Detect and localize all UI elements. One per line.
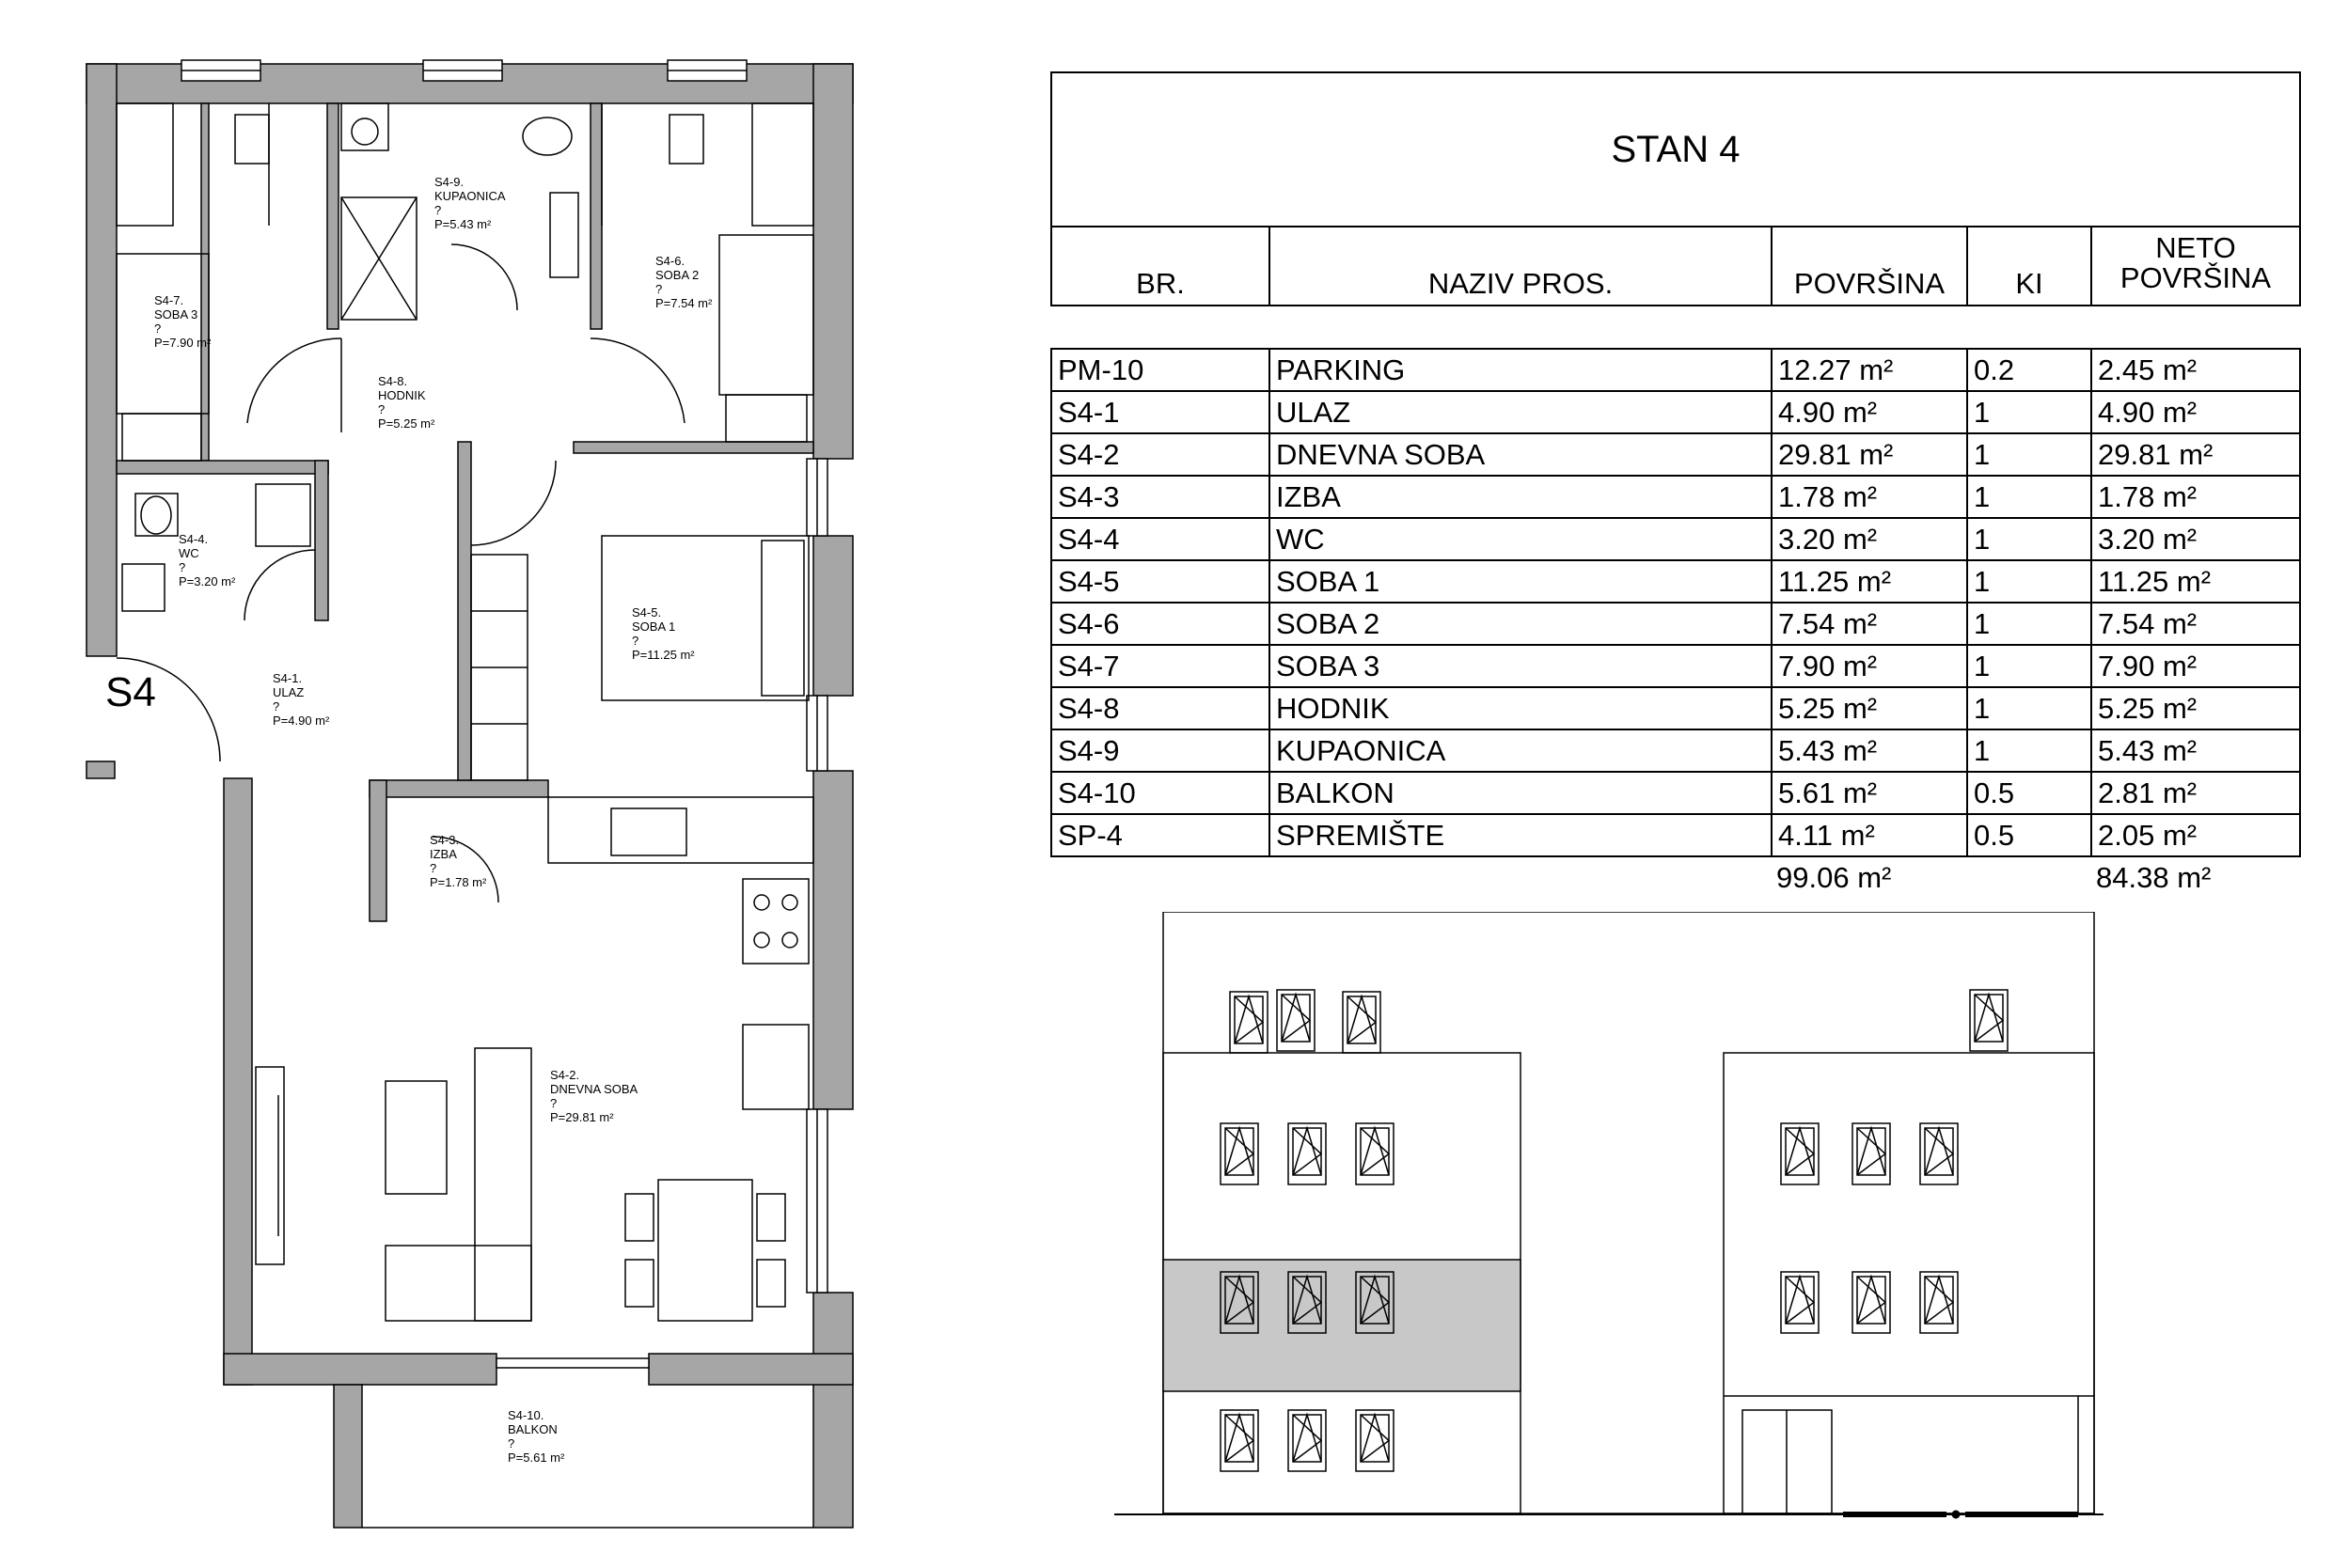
table-row: [1052, 350, 2299, 392]
total-net: 84.38 m²: [2096, 861, 2212, 894]
table-cell: WC: [1270, 519, 1773, 559]
table-cell: 11.25 m²: [2098, 564, 2212, 598]
wall-right-upper: [813, 64, 853, 459]
window-icon: [1852, 1272, 1890, 1333]
table-cell: S4-8: [1052, 688, 1270, 729]
elevation-windows: [1221, 990, 2008, 1471]
table-cell: 5.25 m²: [2098, 691, 2198, 725]
table-cell: 0.5: [1968, 773, 2092, 813]
table-cell: 1: [1968, 561, 2092, 602]
wall-right-bottom: [813, 1293, 853, 1528]
window-icon: [1221, 1410, 1258, 1471]
wall-wc-right: [315, 461, 328, 620]
table-row: [1052, 688, 2299, 730]
wall-left-lower: [87, 761, 115, 778]
window-icon: [1277, 990, 1315, 1051]
table-cell: 1: [1968, 477, 2092, 517]
table-cell: 4.11 m²: [1773, 815, 1968, 855]
room-label-ulaz: S4-1. ULAZ ? P=4.90 m²: [273, 671, 330, 728]
floor-plan-drawing: [0, 0, 1053, 1568]
table-cell: S4-9: [1052, 730, 1270, 771]
wall-living-left: [224, 778, 252, 1385]
table-cell: 4.90 m²: [1773, 392, 1968, 432]
window-icon: [1221, 1123, 1258, 1184]
window-icon: [1288, 1410, 1326, 1471]
table-header: [1050, 227, 2301, 306]
table-row: [1052, 730, 2299, 773]
wall-izba-left: [370, 780, 386, 921]
wall-soba3-right: [201, 103, 209, 461]
table-cell: 7.54 m²: [1773, 604, 1968, 644]
table-cell: 1: [1968, 688, 2092, 729]
window-icon: [1288, 1123, 1326, 1184]
table-cell: 3.20 m²: [1773, 519, 1968, 559]
table-cell: 29.81 m²: [1773, 434, 1968, 475]
wall-bath-left: [327, 103, 339, 329]
table-row: [1052, 604, 2299, 646]
table-totals: [1050, 857, 2301, 899]
table-row: [1052, 519, 2299, 561]
table-row: [1052, 477, 2299, 519]
wall-bath-right: [591, 103, 602, 329]
table-cell: S4-2: [1052, 434, 1270, 475]
table-body: [1050, 348, 2301, 857]
table-cell: 1: [1968, 434, 2092, 475]
table-cell: KUPAONICA: [1270, 730, 1773, 771]
table-cell: 5.43 m²: [2098, 733, 2198, 767]
window-icon: [1343, 992, 1380, 1053]
table-cell: SOBA 2: [1270, 604, 1773, 644]
table-cell: 7.90 m²: [2098, 649, 2198, 682]
table-cell: 7.90 m²: [1773, 646, 1968, 686]
window-icon: [1852, 1123, 1890, 1184]
wall-left-upper: [87, 64, 117, 656]
wall-soba1-top: [574, 442, 813, 453]
table-cell: S4-10: [1052, 773, 1270, 813]
table-cell: S4-5: [1052, 561, 1270, 602]
room-label-wc: S4-4. WC ? P=3.20 m²: [179, 532, 236, 588]
table-cell: 1.78 m²: [2098, 479, 2198, 513]
table-row: [1052, 561, 2299, 604]
table-row: [1052, 646, 2299, 688]
room-label-soba-3: S4-7. SOBA 3 ? P=7.90 m²: [154, 293, 212, 350]
table-cell: SOBA 1: [1270, 561, 1773, 602]
table-row: [1052, 434, 2299, 477]
table-cell: 3.20 m²: [2098, 522, 2198, 556]
table-cell: 1: [1968, 392, 2092, 432]
table-cell: HODNIK: [1270, 688, 1773, 729]
header-naziv: NAZIV PROS.: [1270, 227, 1773, 305]
floor-plan: [0, 0, 1053, 1568]
table-cell: 1: [1968, 519, 2092, 559]
table-cell: 0.2: [1968, 350, 2092, 390]
wall-right-lower: [813, 771, 853, 1109]
header-br: BR.: [1052, 227, 1270, 305]
header-neto: NETO POVRŠINA: [2119, 231, 2272, 294]
table-cell: S4-6: [1052, 604, 1270, 644]
table-row: [1052, 392, 2299, 434]
table-cell: 5.43 m²: [1773, 730, 1968, 771]
table-cell: DNEVNA SOBA: [1270, 434, 1773, 475]
table-cell: 2.45 m²: [2098, 353, 2198, 386]
elevation-drawing: [1110, 912, 2106, 1532]
table-cell: BALKON: [1270, 773, 1773, 813]
table-cell: 0.5: [1968, 815, 2092, 855]
table-cell: S4-3: [1052, 477, 1270, 517]
table-row: [1052, 815, 2299, 855]
table-cell: SOBA 3: [1270, 646, 1773, 686]
building-elevation: [1110, 912, 2106, 1537]
table-cell: SP-4: [1052, 815, 1270, 855]
table-row: [1052, 773, 2299, 815]
table-cell: 1: [1968, 604, 2092, 644]
table-cell: 2.81 m²: [2098, 776, 2198, 809]
wall-balcony-left: [334, 1385, 362, 1528]
wall-right-mid: [813, 536, 853, 696]
table-cell: IZBA: [1270, 477, 1773, 517]
room-label-soba-1: S4-5. SOBA 1 ? P=11.25 m²: [632, 605, 695, 662]
header-ki: KI: [1968, 227, 2092, 305]
table-cell: PARKING: [1270, 350, 1773, 390]
table-cell: 7.54 m²: [2098, 606, 2198, 640]
table-cell: S4-1: [1052, 392, 1270, 432]
total-gross: 99.06 m²: [1776, 861, 1892, 894]
table-cell: S4-7: [1052, 646, 1270, 686]
window-icon: [1356, 1410, 1394, 1471]
window-icon: [1356, 1123, 1394, 1184]
table-cell: ULAZ: [1270, 392, 1773, 432]
table-cell: 29.81 m²: [2098, 437, 2214, 471]
wall-living-bottom-right: [649, 1354, 853, 1385]
wall-soba1-left: [458, 442, 471, 780]
area-table: [1050, 71, 2301, 899]
window-icon: [1230, 992, 1268, 1053]
table-cell: 11.25 m²: [1773, 561, 1968, 602]
table-cell: SPREMIŠTE: [1270, 815, 1773, 855]
wall-wc-top: [117, 461, 328, 474]
table-title: STAN 4: [1050, 71, 2301, 227]
unit-label: S4: [105, 669, 156, 715]
window-icon: [1970, 990, 2008, 1051]
table-cell: 1: [1968, 730, 2092, 771]
wall-izba-outer: [370, 780, 548, 797]
room-label-izba: S4-3. IZBA ? P=1.78 m²: [430, 833, 487, 889]
table-cell: 5.61 m²: [1773, 773, 1968, 813]
room-label-balkon: S4-10. BALKON ? P=5.61 m²: [508, 1408, 565, 1465]
window-icon: [1781, 1123, 1819, 1184]
table-cell: 12.27 m²: [1773, 350, 1968, 390]
room-label-dnevna-soba: S4-2. DNEVNA SOBA ? P=29.81 m²: [550, 1068, 638, 1124]
room-label-hodnik: S4-8. HODNIK ? P=5.25 m²: [378, 374, 435, 431]
table-cell: 1: [1968, 646, 2092, 686]
table-cell: 4.90 m²: [2098, 395, 2198, 429]
window-icon: [1781, 1272, 1819, 1333]
room-label-kupaonica: S4-9. KUPAONICA ? P=5.43 m²: [434, 175, 506, 231]
table-cell: S4-4: [1052, 519, 1270, 559]
block-right: [1724, 1053, 2094, 1513]
header-povrsina: POVRŠINA: [1773, 227, 1968, 305]
room-label-soba-2: S4-6. SOBA 2 ? P=7.54 m²: [655, 254, 713, 310]
table-cell: 1.78 m²: [1773, 477, 1968, 517]
table-cell: PM-10: [1052, 350, 1270, 390]
wall-living-bottom: [224, 1354, 496, 1385]
window-icon: [1920, 1123, 1958, 1184]
highlight-floor: [1163, 1260, 1521, 1391]
window-icon: [1920, 1272, 1958, 1333]
table-cell: 5.25 m²: [1773, 688, 1968, 729]
table-cell: 2.05 m²: [2098, 818, 2198, 852]
